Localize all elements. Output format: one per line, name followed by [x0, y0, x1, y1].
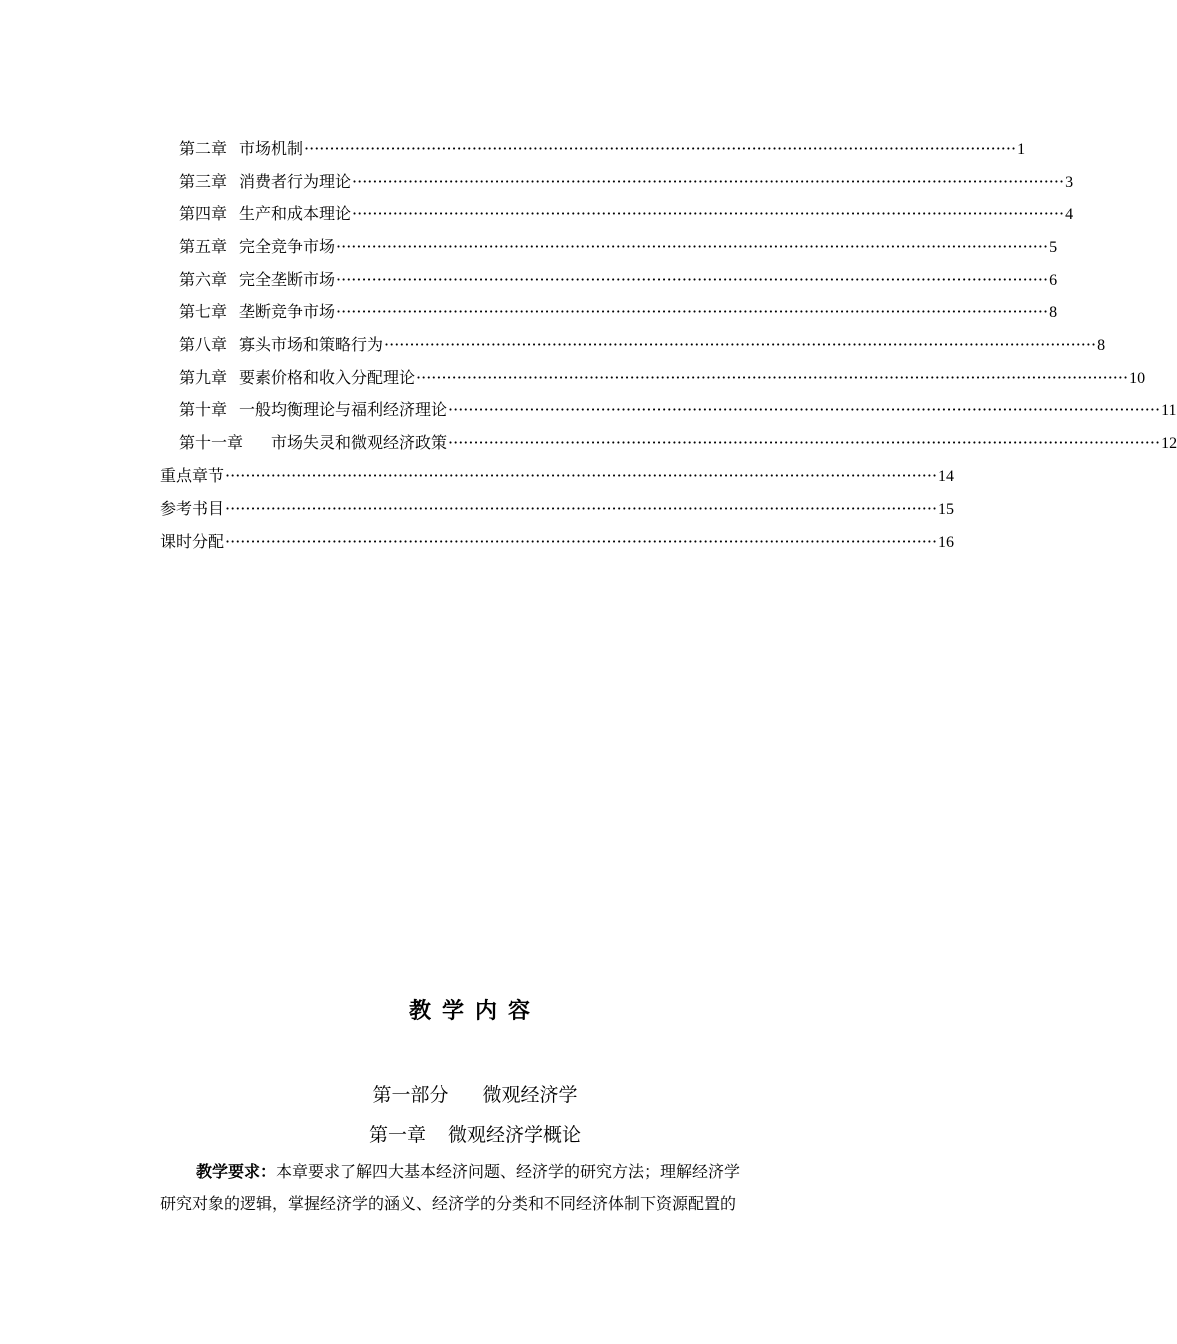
toc-chapter-label: 第四章	[179, 204, 228, 223]
toc-entry-title	[179, 139, 303, 159]
toc-chapter-name: 一般均衡理论与福利经济理论	[239, 400, 448, 419]
toc-page-number: 1	[1017, 141, 1026, 158]
toc-entry-title: 参考书目	[160, 499, 225, 518]
main-title: 教学内容	[408, 999, 541, 1024]
chapter-label: 第一章	[368, 1124, 426, 1146]
toc-leader-dots: ············································································································································	[336, 270, 1049, 289]
toc-leader-dots: ············································································································································	[336, 237, 1049, 256]
toc-entry-title	[179, 400, 447, 420]
toc-page-number: 8	[1097, 337, 1106, 354]
toc-entry[interactable]	[179, 400, 1177, 420]
toc-chapter-name: 完全垄断市场	[239, 270, 336, 289]
toc-entry-title	[179, 204, 351, 224]
toc-entry[interactable]	[179, 302, 1058, 322]
teaching-requirement-paragraph	[160, 1156, 865, 1220]
toc-chapter-label: 第十一章	[179, 433, 244, 452]
toc-leader-dots: ············································································································································	[225, 499, 938, 518]
toc-page-number: 5	[1049, 239, 1058, 256]
toc-chapter-label: 第五章	[179, 237, 228, 256]
toc-leader-dots: ············································································································································	[352, 204, 1065, 223]
toc-page-number: 16	[938, 534, 955, 551]
toc-entry-title	[179, 433, 447, 453]
toc-entry[interactable]	[179, 335, 1106, 355]
requirement-text: 本章要求了解四大基本经济问题、经济学的研究方法；理解经济学	[276, 1162, 741, 1181]
toc-entry[interactable]	[179, 204, 1074, 224]
toc-leader-dots: ············································································································································	[304, 139, 1017, 158]
toc-leader-dots: ············································································································································	[384, 335, 1097, 354]
toc-entry[interactable]	[179, 139, 1026, 159]
chapter-name: 微观经济学概论	[448, 1124, 582, 1146]
toc-chapter-name: 寡头市场和策略行为	[239, 335, 384, 354]
toc-page-number: 11	[1161, 402, 1177, 419]
toc-leader-dots: ············································································································································	[225, 532, 938, 551]
part-title	[0, 1080, 950, 1107]
toc-entry[interactable]	[179, 368, 1146, 388]
toc-chapter-name: 市场失灵和微观经济政策	[271, 433, 448, 452]
toc-entry-title	[179, 237, 335, 257]
toc-page-number: 6	[1049, 272, 1058, 289]
toc-chapter-label: 第七章	[179, 302, 228, 321]
toc-entry-title: 课时分配	[160, 532, 225, 551]
toc-entry-references[interactable]	[160, 499, 955, 519]
toc-leader-dots: ············································································································································	[336, 302, 1049, 321]
toc-page-number: 8	[1049, 304, 1058, 321]
toc-entry-key-chapters[interactable]	[160, 466, 955, 486]
toc-entry-title	[179, 335, 383, 355]
toc-chapter-name: 完全竞争市场	[239, 237, 336, 256]
toc-page-number: 15	[938, 501, 955, 518]
toc-entry[interactable]	[179, 270, 1058, 290]
toc-page-number: 3	[1065, 174, 1074, 191]
toc-chapter-name: 市场机制	[239, 139, 304, 158]
toc-page-number: 12	[1161, 435, 1177, 452]
toc-leader-dots: ············································································································································	[416, 368, 1129, 387]
toc-chapter-name: 生产和成本理论	[239, 204, 352, 223]
toc-chapter-name: 要素价格和收入分配理论	[239, 368, 416, 387]
toc-leader-dots: ············································································································································	[448, 433, 1161, 452]
toc-entry-title	[179, 172, 351, 192]
chapter-title	[0, 1120, 950, 1147]
toc-chapter-name: 垄断竞争市场	[239, 302, 336, 321]
toc-chapter-label: 第二章	[179, 139, 228, 158]
toc-entry[interactable]	[179, 172, 1074, 192]
toc-chapter-name: 消费者行为理论	[239, 172, 352, 191]
toc-entry-title: 重点章节	[160, 466, 225, 485]
toc-entry-title	[179, 368, 415, 388]
toc-chapter-label: 第六章	[179, 270, 228, 289]
toc-chapter-label: 第八章	[179, 335, 228, 354]
toc-leader-dots: ············································································································································	[448, 400, 1161, 419]
toc-chapter-label: 第九章	[179, 368, 228, 387]
toc-leader-dots: ············································································································································	[225, 466, 938, 485]
toc-chapter-label: 第三章	[179, 172, 228, 191]
paragraph-line	[160, 1156, 865, 1188]
part-label: 第一部分	[372, 1084, 449, 1106]
toc-leader-dots: ············································································································································	[352, 172, 1065, 191]
toc-entry-title	[179, 270, 335, 290]
toc-entry[interactable]	[179, 237, 1058, 257]
toc-entry-hours[interactable]	[160, 532, 955, 552]
toc-entry[interactable]	[179, 433, 1177, 453]
part-name: 微观经济学	[482, 1084, 578, 1106]
paragraph-line: 研究对象的逻辑，掌握经济学的涵义、经济学的分类和不同经济体制下资源配置的	[160, 1194, 737, 1213]
toc-page-number: 10	[1129, 370, 1146, 387]
toc-page-number: 4	[1065, 206, 1074, 223]
toc-entry-title	[179, 302, 335, 322]
toc-page-number: 14	[938, 468, 955, 485]
requirement-lead: 教学要求：	[196, 1162, 277, 1181]
toc-chapter-label: 第十章	[179, 400, 228, 419]
